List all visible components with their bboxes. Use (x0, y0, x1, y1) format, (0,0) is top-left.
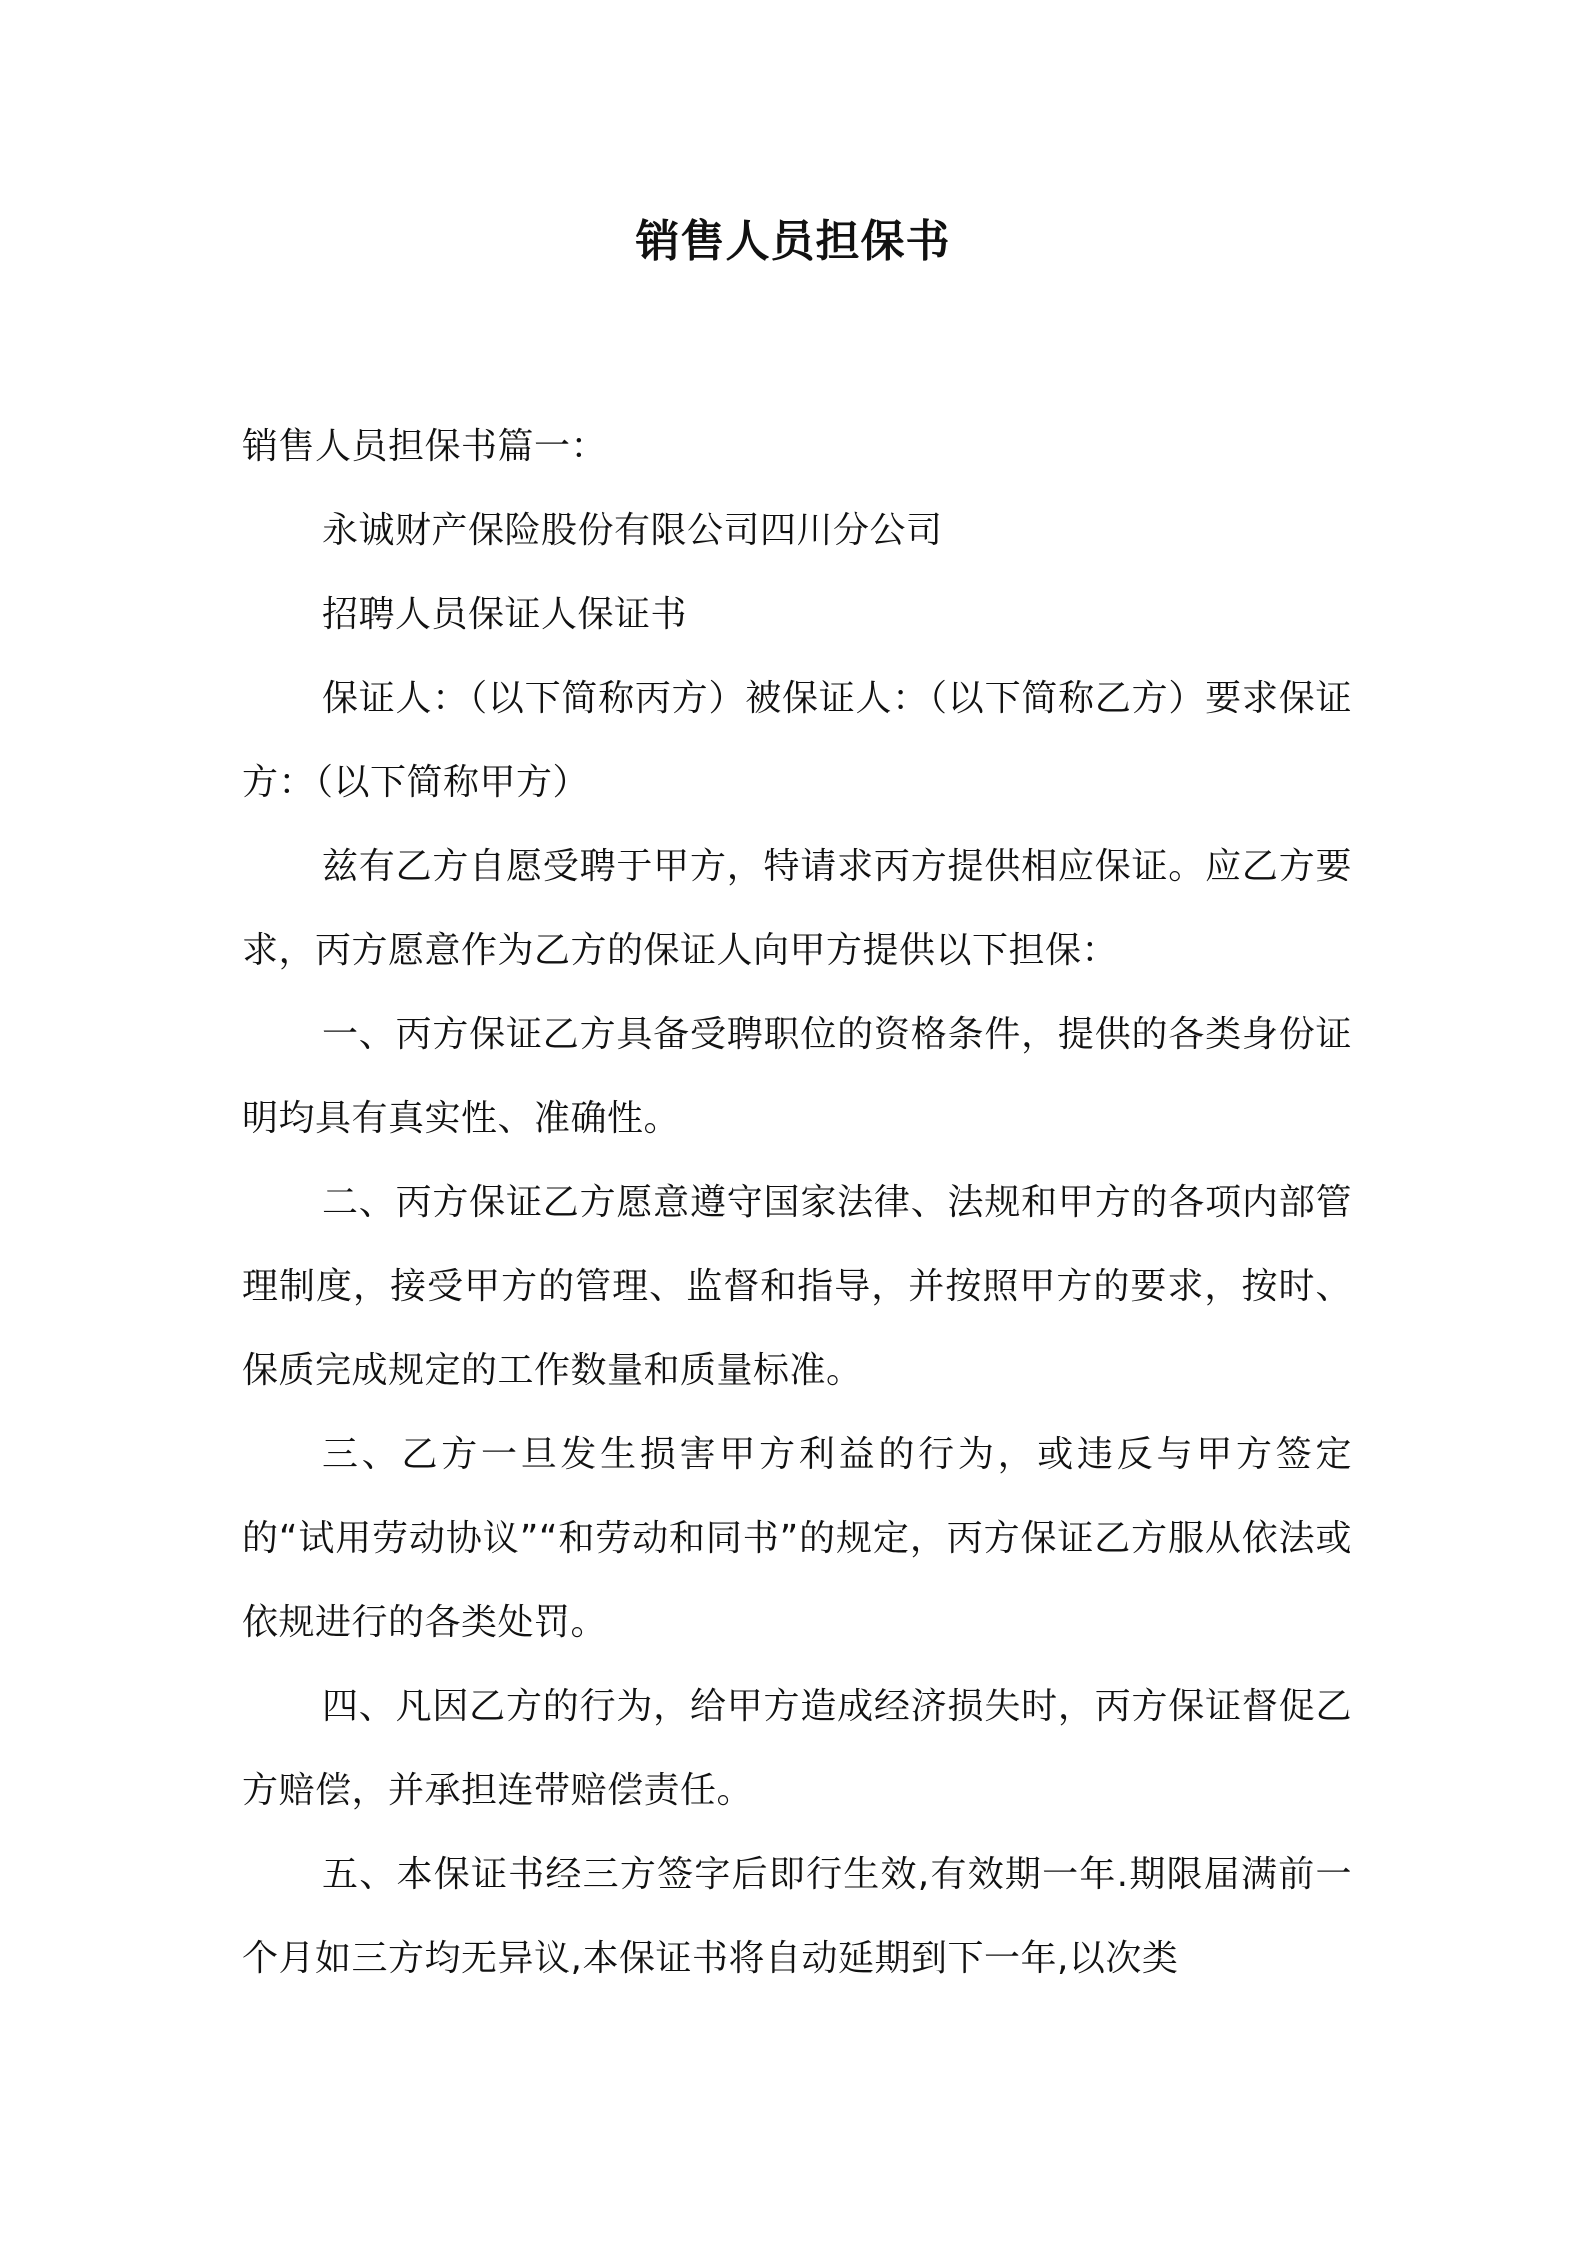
section-heading: 销售人员担保书篇一： (242, 426, 608, 467)
clause-5: 五、本保证书经三方签字后即行生效,有效期一年.期限届满前一个月如三方均无异议,本保证书将自动延期到下一年,以次类 (242, 1854, 1352, 1979)
subtitle-line: 招聘人员保证人保证书 (322, 594, 688, 635)
parties-paragraph: 保证人：（以下简称丙方）被保证人：（以下简称乙方）要求保证方：（以下简称甲方） (242, 678, 1352, 803)
document-body (242, 405, 1352, 2001)
clause-1: 一、丙方保证乙方具备受聘职位的资格条件，提供的各类身份证明均具有真实性、准确性。 (242, 1014, 1352, 1139)
intro-paragraph: 兹有乙方自愿受聘于甲方，特请求丙方提供相应保证。应乙方要求，丙方愿意作为乙方的保证人向甲方提供以下担保： (242, 846, 1352, 971)
clause-4: 四、凡因乙方的行为，给甲方造成经济损失时，丙方保证督促乙方赔偿，并承担连带赔偿责任。 (242, 1686, 1352, 1811)
clause-2: 二、丙方保证乙方愿意遵守国家法律、法规和甲方的各项内部管理制度，接受甲方的管理、监督和指导，并按照甲方的要求，按时、保质完成规定的工作数量和质量标准。 (242, 1182, 1352, 1391)
clause-3: 三、乙方一旦发生损害甲方利益的行为，或违反与甲方签定的“试用劳动协议”“和劳动和同书”的规定，丙方保证乙方服从依法或依规进行的各类处罚。 (242, 1434, 1352, 1643)
company-name-line: 永诚财产保险股份有限公司四川分公司 (322, 510, 943, 551)
document-title: 销售人员担保书 (635, 216, 951, 267)
